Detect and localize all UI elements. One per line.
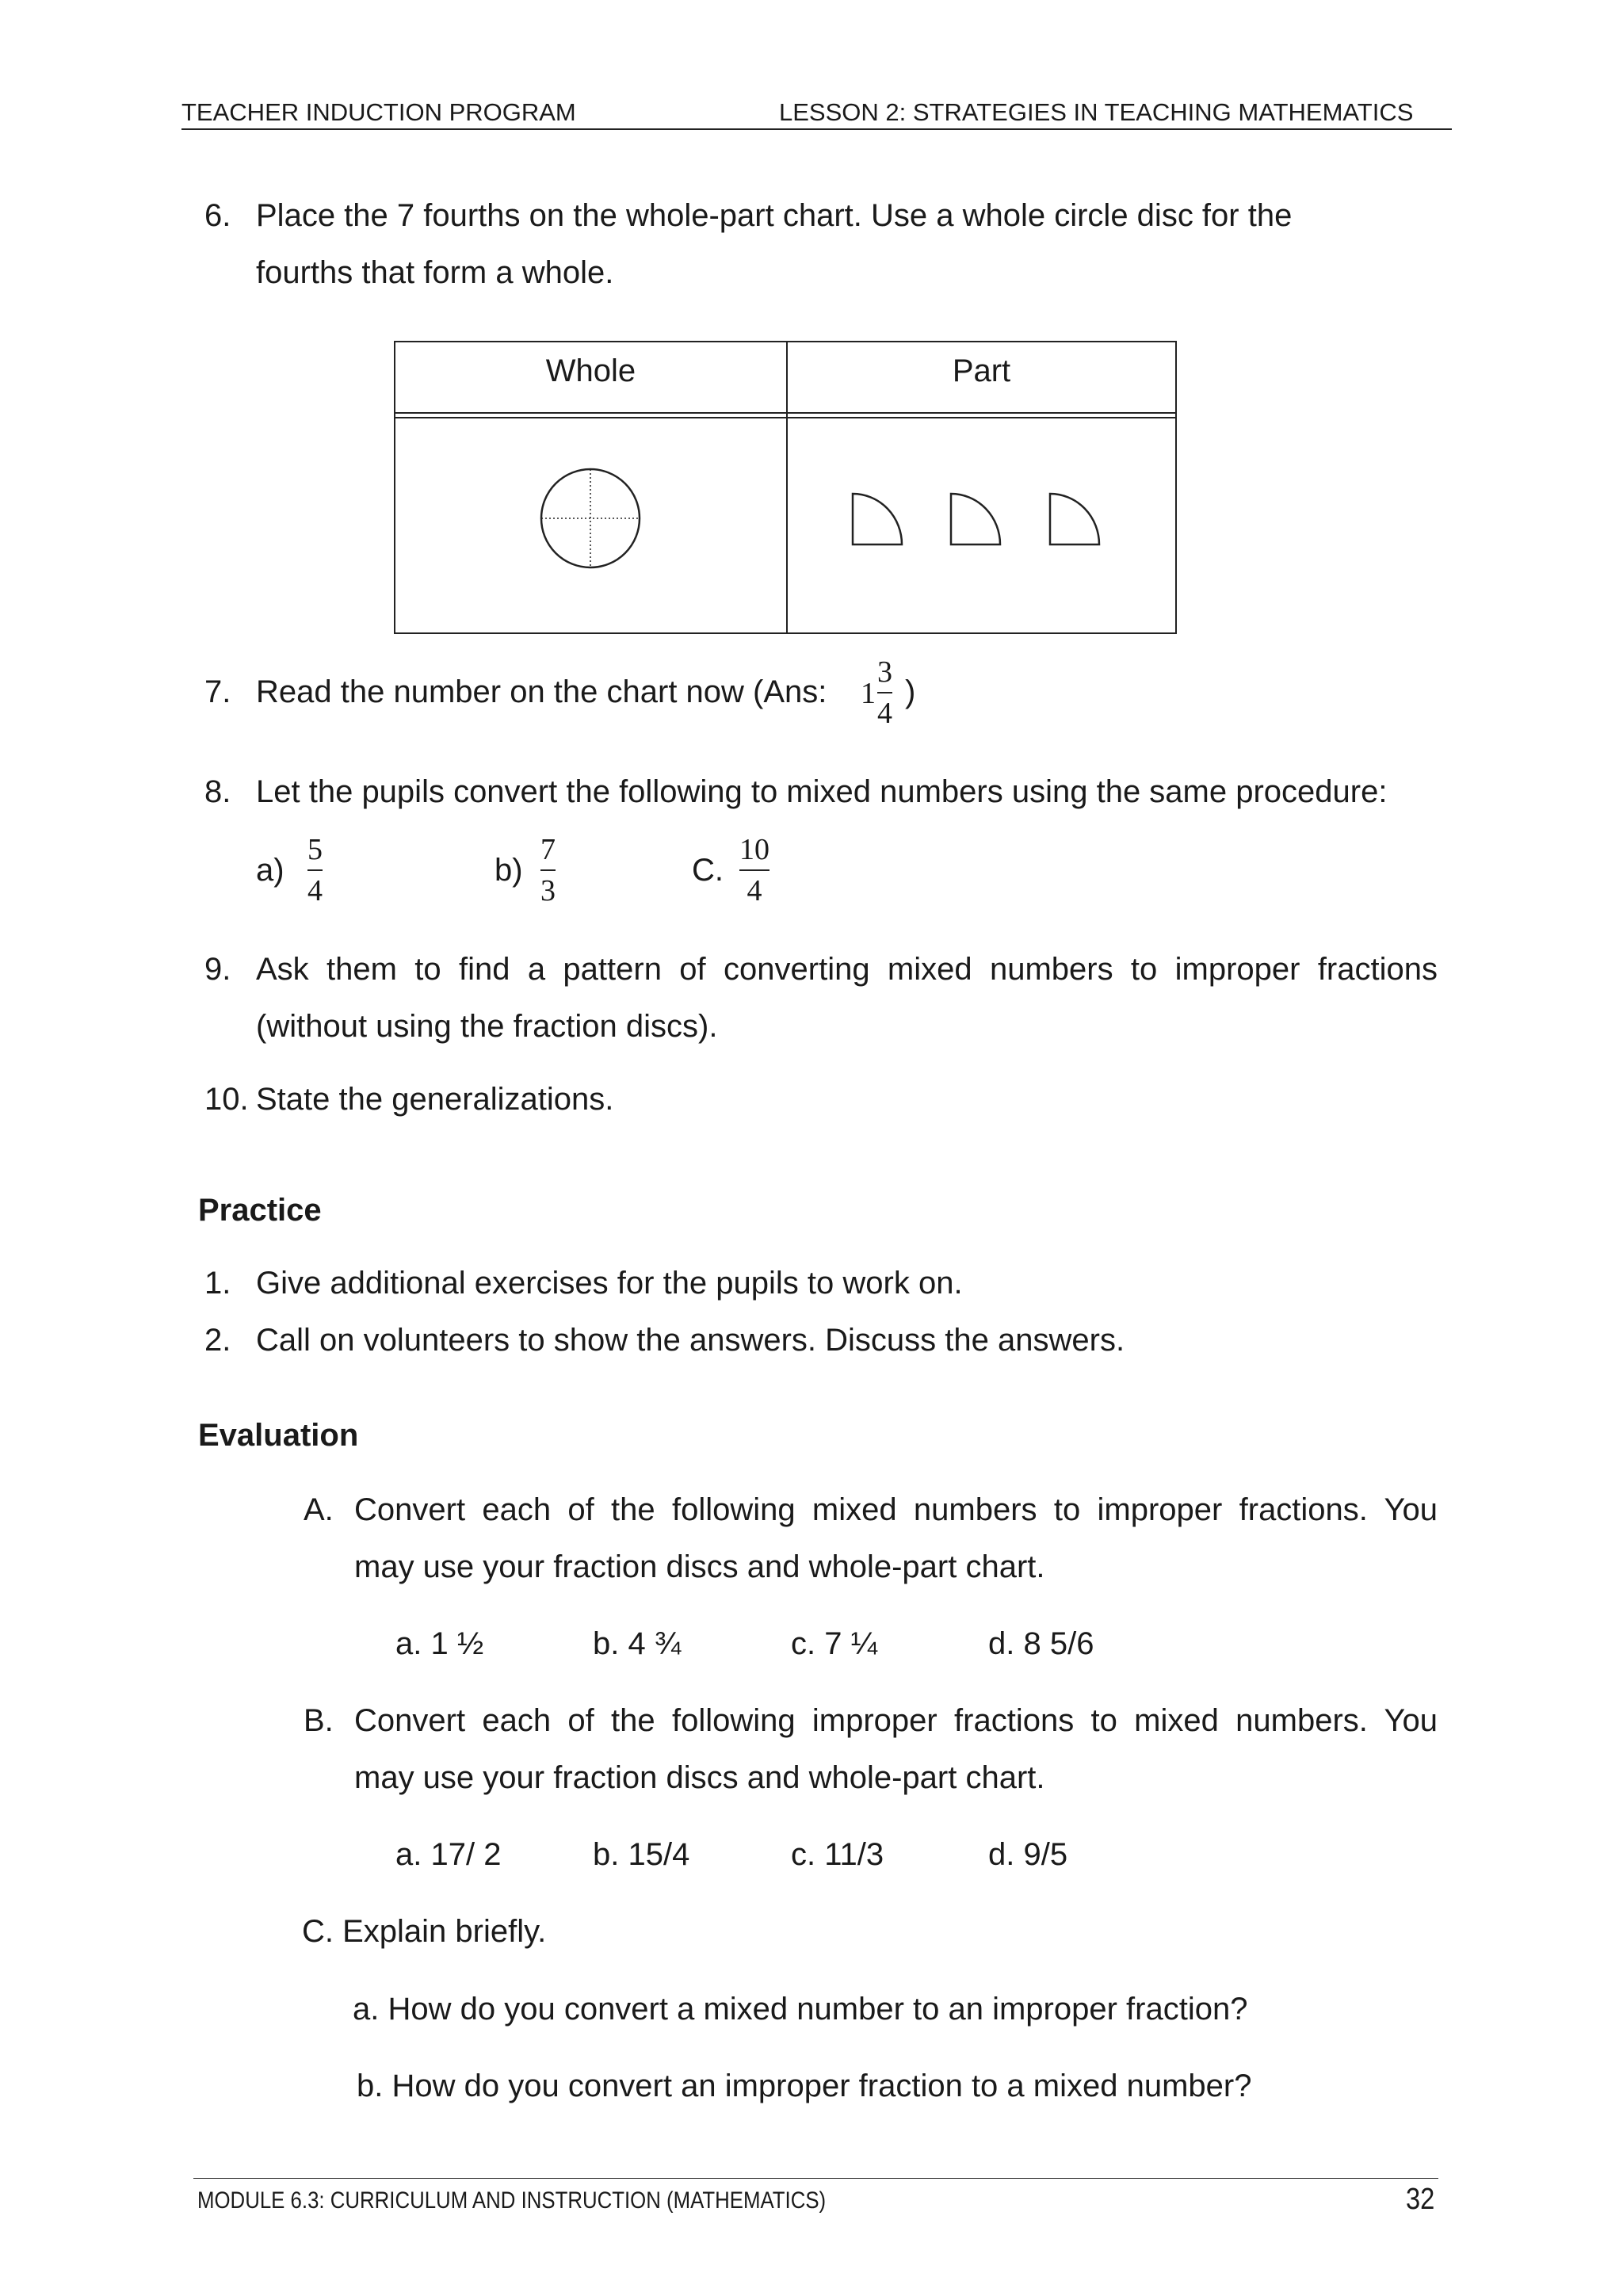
evaluation-a-item-a: a. 1 ½ [395,1626,484,1661]
evaluation-a-item-c: c. 7 ¼ [791,1626,877,1661]
step-7-text: Read the number on the chart now (Ans: [256,674,827,709]
answer-whole-number: 1 [861,677,876,710]
evaluation-c-question-a: a. How do you convert a mixed number to an improper fraction? [353,1992,1248,2027]
chart-header-whole: Whole [545,353,636,388]
evaluation-a-line-1: Convert each of the following mixed numbers to improper fractions. You [354,1492,1438,1527]
numerator: 10 [739,833,769,866]
step-7-number: 7. [204,674,231,709]
footer-rule [193,2178,1438,2179]
evaluation-c-heading: C. Explain briefly. [302,1914,547,1949]
evaluation-a-label: A. [304,1492,334,1527]
whole-circle-disc [535,463,646,574]
header-rule [181,128,1452,130]
numerator: 5 [307,833,323,866]
answer-denominator: 4 [877,697,892,730]
step-10-text: State the generalizations. [256,1082,614,1117]
step-6-number: 6. [204,198,231,233]
answer-fraction [877,657,892,728]
evaluation-c-question-b: b. How do you convert an improper fraction to a mixed number? [357,2069,1252,2103]
evaluation-b-line-2: may use your fraction discs and whole-part chart. [354,1760,1045,1795]
chart-header-part: Part [952,353,1011,388]
denominator: 3 [540,874,556,907]
step-8-item-c-fraction [739,835,769,906]
evaluation-heading: Evaluation [198,1418,359,1453]
evaluation-b-line-1: Convert each of the following improper fractions to mixed numbers. You [354,1703,1438,1738]
evaluation-b-item-d: d. 9/5 [988,1837,1068,1872]
evaluation-b-item-b: b. 15/4 [593,1837,690,1872]
evaluation-b-item-a: a. 17/ 2 [395,1837,502,1872]
quarter-disc-piece [948,491,1003,549]
quarter-disc-piece [850,491,905,549]
answer-close-paren: ) [905,674,916,709]
page-number: 32 [1406,2183,1435,2216]
footer-module-title: MODULE 6.3: CURRICULUM AND INSTRUCTION (MATHEMATICS) [197,2187,827,2214]
practice-item-2-number: 2. [204,1323,231,1358]
evaluation-a-item-b: b. 4 ¾ [593,1626,682,1661]
denominator: 4 [307,874,323,907]
step-8-item-b-label: b) [495,853,523,888]
step-6-line-1: Place the 7 fourths on the whole-part chart. Use a whole circle disc for the [256,198,1293,233]
practice-item-1-number: 1. [204,1266,231,1301]
step-8-item-b-fraction [540,835,556,906]
step-8-item-a-fraction [307,835,323,906]
whole-part-chart [394,341,1177,634]
quarter-disc-piece [1047,491,1102,549]
step-9-line-1: Ask them to find a pattern of converting mixed numbers to improper fractions [256,952,1438,987]
step-8-number: 8. [204,774,231,809]
step-8-item-a-label: a) [256,853,285,888]
evaluation-b-label: B. [304,1703,334,1738]
answer-numerator: 3 [877,655,892,689]
practice-heading: Practice [198,1193,322,1228]
evaluation-b-item-c: c. 11/3 [791,1837,884,1872]
step-10-number: 10. [204,1082,249,1117]
step-6-line-2: fourths that form a whole. [256,255,614,290]
step-9-number: 9. [204,952,231,987]
denominator: 4 [747,874,762,907]
step-8-text: Let the pupils convert the following to mixed numbers using the same procedure: [256,774,1388,809]
evaluation-a-item-d: d. 8 5/6 [988,1626,1094,1661]
step-8-item-c-label: C. [692,853,724,888]
header-right: LESSON 2: STRATEGIES IN TEACHING MATHEMATICS [779,98,1414,126]
step-9-line-2: (without using the fraction discs). [256,1009,718,1044]
practice-item-1-text: Give additional exercises for the pupils to work on. [256,1266,963,1301]
header-left: TEACHER INDUCTION PROGRAM [181,98,576,126]
evaluation-a-line-2: may use your fraction discs and whole-part chart. [354,1549,1045,1584]
practice-item-2-text: Call on volunteers to show the answers. Discuss the answers. [256,1323,1125,1358]
numerator: 7 [540,833,556,866]
